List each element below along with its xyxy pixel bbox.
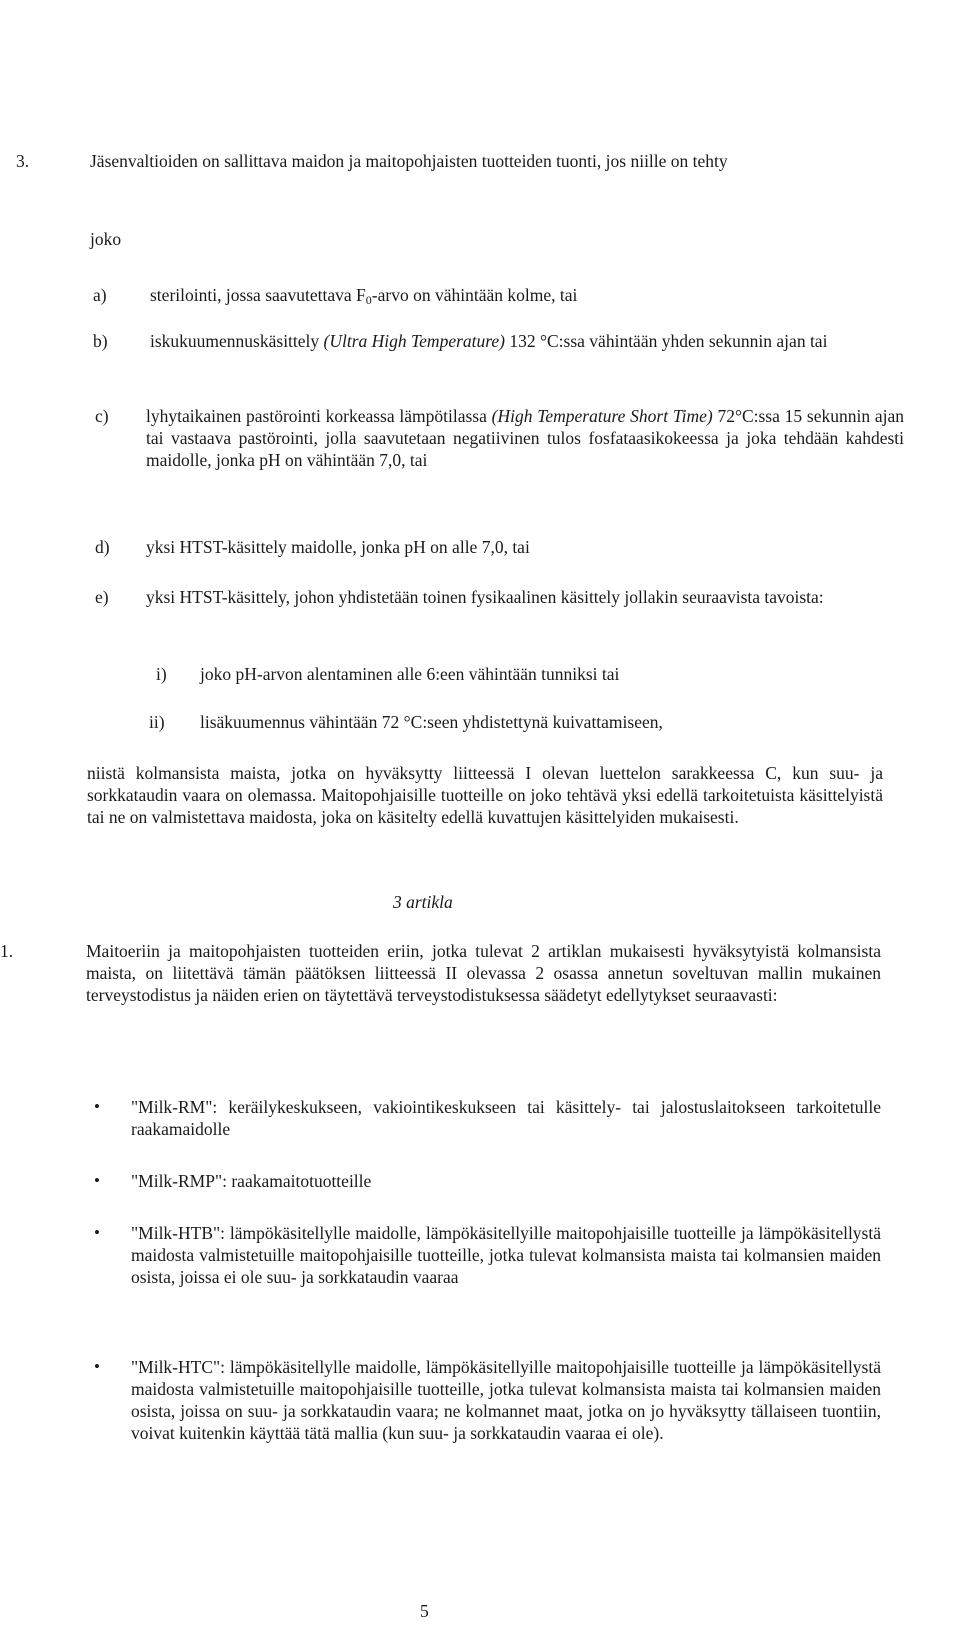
item-d-text: yksi HTST-käsittely maidolle, jonka pH on alle 7,0, tai [146,537,530,557]
article-heading: 3 artikla [393,892,453,912]
section-intro: Jäsenvaltioiden on sallittava maidon ja maitopohjaisten tuotteiden tuonti, jos niille on tehty [90,151,728,171]
item-b-text: iskukuumennuskäsittely (Ultra High Temperature) 132 °C:ssa vähintään yhden sekunnin ajan tai [150,331,828,351]
bullet-milk-htc: "Milk-HTC": lämpökäsitellylle maidolle, lämpökäsitellyille maitopohjaisille tuotteille ja lämpökäsitellystä maidosta valmistetuille maitopohjaisille tuotteille, jotka tulevat kolmansista maista tai kolmansien maiden osista, joissa on suu- ja sorkkataudin vaara; ne kolmannet maat, jotka on jo hyväksytty tällaiseen tuontiin, voivat kuitenkin käyttää tätä mallia (kun suu- ja sorkkataudin vaaraa ei ole). [131,1357,881,1443]
page-number: 5 [420,1601,429,1621]
subitem-i-text: joko pH-arvon alentaminen alle 6:een vähintään tunniksi tai [200,664,620,684]
subitem-i-label: i) [156,664,167,684]
article-intro: Maitoeriin ja maitopohjaisten tuotteiden eriin, jotka tulevat 2 artiklan mukaisesti hyväksytyistä kolmansista maista, on liitettävä tämän päätöksen liitteessä II olevassa 2 osassa annetun soveltuvan mallin mukainen terveystodistus ja näiden erien on täytettävä terveystodistuksessa säädetyt edellytykset seuraavasti: [86,941,881,1005]
bullet-dot: • [94,1097,100,1116]
bullet-milk-rm: "Milk-RM": keräilykeskukseen, vakiointikeskukseen tai käsittely- tai jalostuslaitokseen tarkoitetulle raakamaidolle [131,1097,881,1139]
bullet-milk-rmp: "Milk-RMP": raakamaitotuotteille [131,1171,372,1191]
bullet-dot: • [94,1223,100,1242]
joko-label: joko [90,229,122,249]
item-a-label: a) [93,285,107,305]
item-c-label: c) [95,406,109,426]
article-paragraph-number: 1. [0,941,14,961]
item-c-text: lyhytaikainen pastörointi korkeassa lämpötilassa (High Temperature Short Time) 72°C:ssa 15 sekunnin ajan tai vastaava pastörointi, jolla saavutetaan negatiivinen tulos fosfataasikokeessa ja joka tehdään kahdesti maidolle, jonka pH on vähintään 7,0, tai [146,406,904,470]
item-a-text: sterilointi, jossa saavutettava $F_0$-arvo on vähintään kolme, tai [150,285,578,307]
bullet-dot: • [94,1171,100,1190]
item-e-text: yksi HTST-käsittely, johon yhdistetään toinen fysikaalinen käsittely jollakin seuraavista tavoista: [146,587,824,607]
subitem-ii-text: lisäkuumennus vähintään 72 °C:seen yhdistettynä kuivattamiseen, [200,712,663,732]
subitem-ii-label: ii) [149,712,165,732]
item-d-label: d) [95,537,110,557]
item-b-label: b) [93,331,108,351]
bullet-dot: • [94,1357,100,1376]
section-number: 3. [16,151,30,171]
item-e-label: e) [95,587,109,607]
section-closing-paragraph: niistä kolmansista maista, jotka on hyväksytty liitteessä I olevan luettelon sarakkeessa C, kun suu- ja sorkkataudin vaara on olemassa. Maitopohjaisille tuotteille on joko tehtävä yksi edellä tarkoitetuista käsittelyistä tai ne on valmistettava maidosta, joka on käsitelty edellä kuvattujen käsittelyiden mukaisesti. [87,763,883,827]
bullet-milk-htb: "Milk-HTB": lämpökäsitellylle maidolle, lämpökäsitellyille maitopohjaisille tuotteille ja lämpökäsitellystä maidosta valmistetuille maitopohjaisille tuotteille, jotka tulevat kolmansista maista tai kolmansien maiden osista, joissa ei ole suu- ja sorkkataudin vaaraa [131,1223,881,1287]
